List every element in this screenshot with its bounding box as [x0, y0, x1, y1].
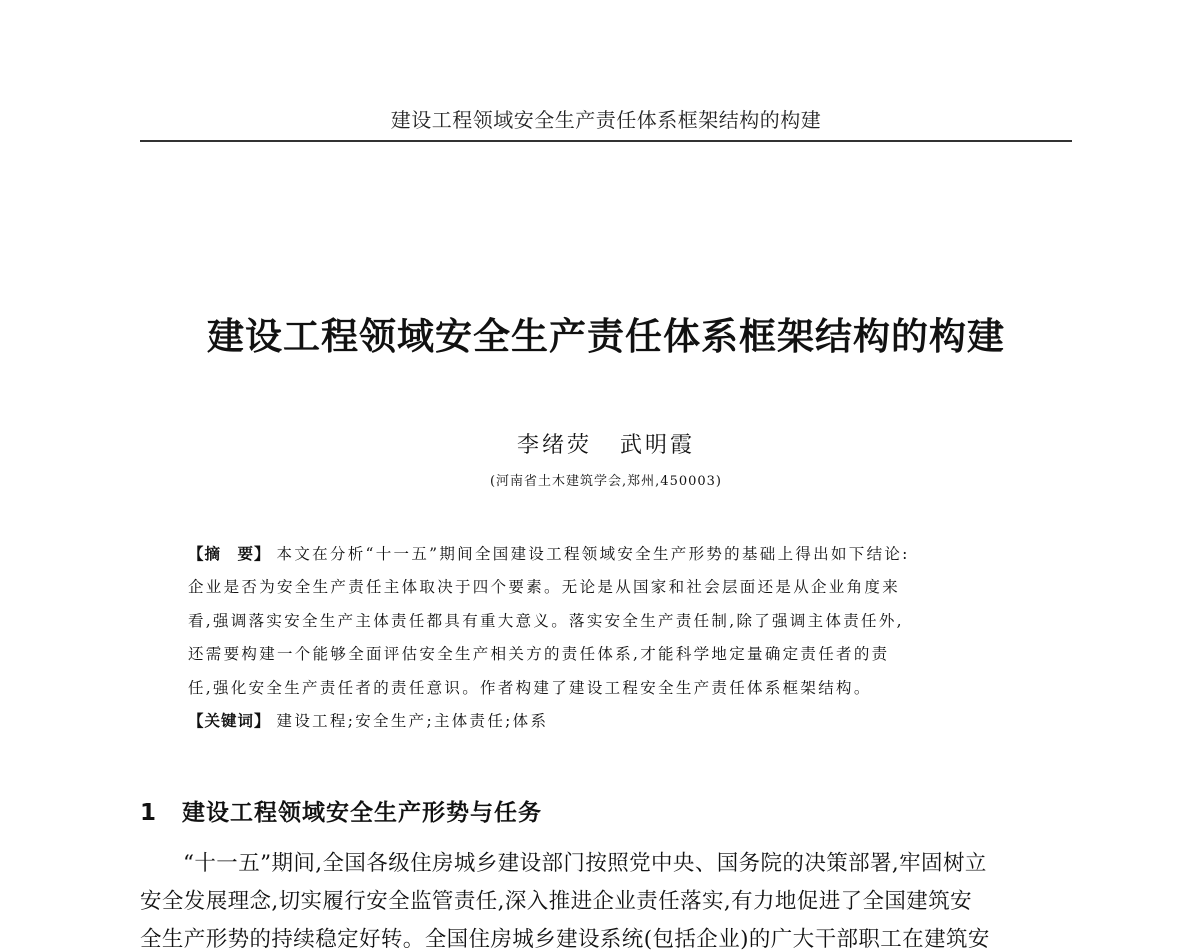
keywords-label: 【关键词】: [188, 711, 271, 730]
abstract-label: 【摘 要】: [188, 545, 271, 563]
paper-title: 建设工程领域安全生产责任体系框架结构的构建: [207, 315, 1005, 358]
author-list: [140, 428, 1072, 459]
abstract-block: [188, 538, 1038, 738]
abstract-line: 还需要构建一个能够全面评估安全生产相关方的责任体系,才能科学地定量确定责任者的责: [188, 645, 890, 664]
body-line: 安全发展理念,切实履行安全监管责任,深入推进企业责任落实,有力地促进了全国建筑安: [140, 889, 973, 914]
keywords-line: [188, 705, 1038, 738]
body-line: “十一五”期间,全国各级住房城乡建设部门按照党中央、国务院的决策部署,牢固树立: [183, 851, 987, 876]
section-number: 1: [140, 800, 158, 826]
running-header: 建设工程领域安全生产责任体系框架结构的构建: [390, 108, 822, 132]
abstract-line: 任,强化安全生产责任者的责任意识。作者构建了建设工程安全生产责任体系框架结构。: [188, 678, 872, 697]
header-rule: [140, 140, 1072, 142]
body-paragraph: [140, 845, 1080, 951]
body-line: 全生产形势的持续稳定好转。全国住房城乡建设系统(包括企业)的广大干部职工在建筑安: [140, 927, 990, 951]
author-name: 武明霞: [620, 433, 696, 458]
section-title: 建设工程领域安全生产形势与任务: [182, 800, 542, 826]
author-name: 李绪荧: [516, 433, 592, 458]
keywords-text: 建设工程;安全生产;主体责任;体系: [276, 711, 549, 730]
abstract-line: 企业是否为安全生产责任主体取决于四个要素。无论是从国家和社会层面还是从企业角度来: [188, 578, 901, 597]
abstract-line: [188, 538, 1038, 571]
section-heading: [140, 794, 542, 827]
author-affiliation: (河南省土木建筑学会,郑州,450003): [489, 474, 723, 489]
abstract-line: 看,强调落实安全生产主体责任都具有重大意义。落实安全生产责任制,除了强调主体责任外,: [188, 611, 904, 630]
abstract-text: 本文在分析“十一五”期间全国建设工程领域安全生产形势的基础上得出如下结论:: [276, 545, 910, 563]
